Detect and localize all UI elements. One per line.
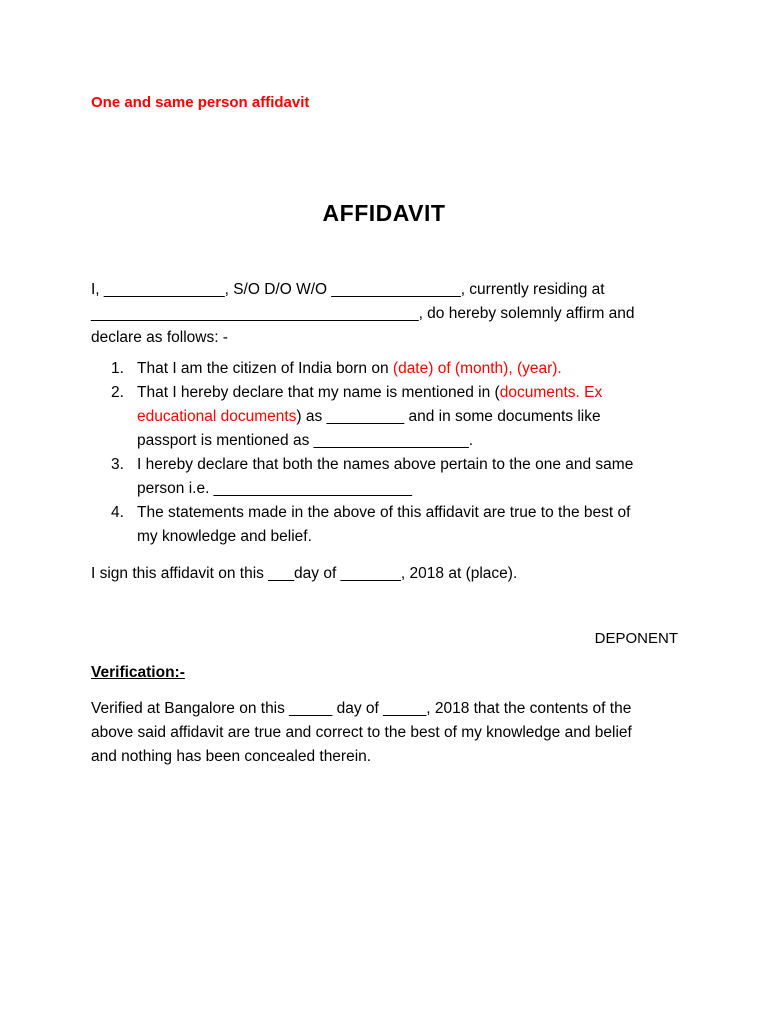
clause-list: [111, 357, 671, 549]
clause-line: [137, 405, 671, 429]
intro-line: ______________________________________, do hereby solemnly affirm and: [91, 305, 635, 322]
intro-line: I, ______________, S/O D/O W/O _______________, currently residing at: [91, 281, 605, 298]
clause-number: 4.: [111, 504, 124, 521]
clause-item: [111, 501, 671, 549]
clause-line: [137, 357, 671, 381]
verification-line: above said affidavit are true and correct to the best of my knowledge and belief: [91, 724, 632, 741]
signing-line: I sign this affidavit on this ___day of _______, 2018 at (place).: [91, 565, 518, 582]
clause-item: [111, 381, 671, 453]
clause-line: passport is mentioned as __________________.: [137, 432, 474, 449]
verification-heading: Verification:-: [91, 664, 185, 681]
clause-line: I hereby declare that both the names above pertain to the one and same: [137, 456, 634, 473]
clause-item: [111, 453, 671, 501]
clause-line: [137, 381, 671, 405]
verification-paragraph: [91, 697, 691, 769]
clause-number: 3.: [111, 456, 124, 473]
clause-number: 2.: [111, 384, 124, 401]
intro-line: declare as follows: -: [91, 329, 228, 346]
clause-number: 1.: [111, 360, 124, 377]
clause-text: That I hereby declare that my name is mentioned in (: [137, 384, 500, 401]
clause-line: person i.e. _______________________: [137, 480, 412, 497]
clause-line: The statements made in the above of this affidavit are true to the best of: [137, 504, 631, 521]
placeholder-text: educational documents: [137, 408, 297, 425]
clause-line: my knowledge and belief.: [137, 528, 312, 545]
clause-text: ) as _________ and in some documents like: [296, 408, 601, 425]
clause-text: That I am the citizen of India born on: [137, 360, 393, 377]
deponent-label: DEPONENT: [594, 630, 678, 647]
document-label: One and same person affidavit: [91, 94, 310, 111]
verification-line: Verified at Bangalore on this _____ day of _____, 2018 that the contents of the: [91, 700, 632, 717]
intro-paragraph: [91, 278, 691, 350]
placeholder-text: documents. Ex: [499, 384, 603, 401]
verification-line: and nothing has been concealed therein.: [91, 748, 372, 765]
clause-item: [111, 357, 671, 381]
document-title: AFFIDAVIT: [322, 200, 446, 226]
placeholder-text: (date) of (month), (year).: [392, 360, 562, 377]
